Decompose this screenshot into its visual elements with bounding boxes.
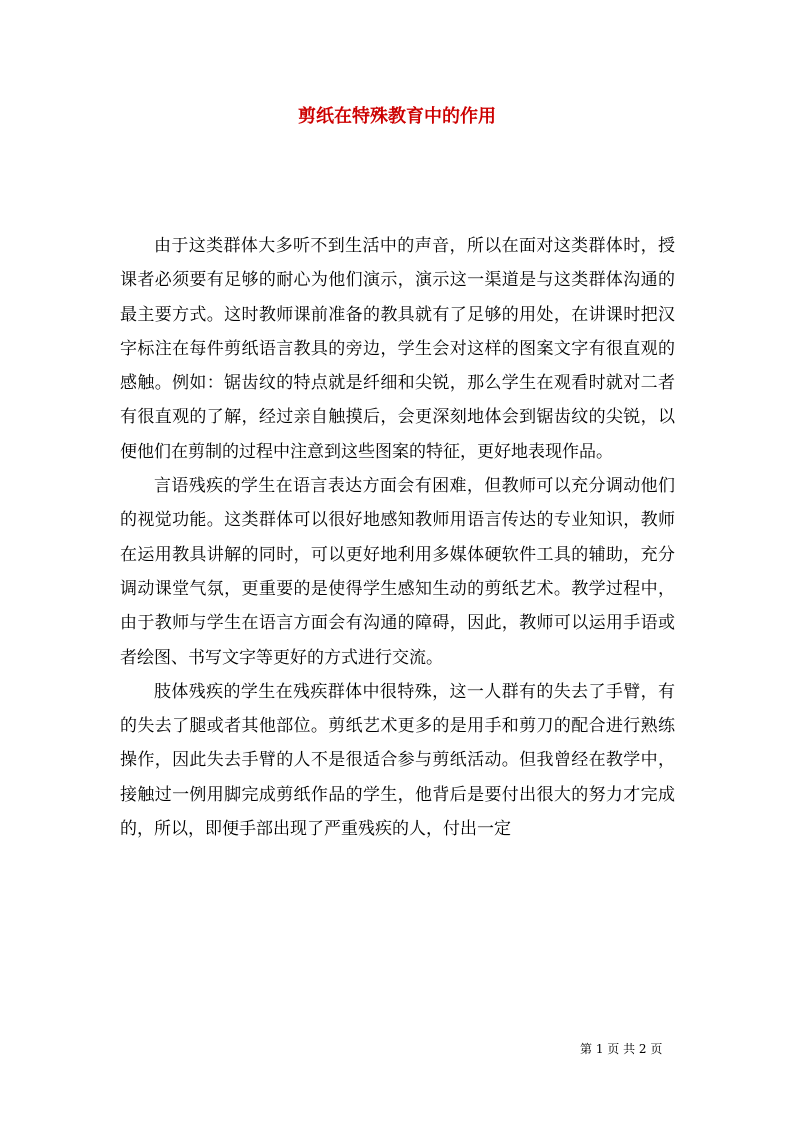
paragraph-1: 由于这类群体大多听不到生活中的声音，所以在面对这类群体时，授课者必须要有足够的耐心为他们演示，演示这一渠道是与这类群体沟通的最主要方式。这时教师课前准备的教具就有了足够的用处，在讲课时把汉字标注在每件剪纸语言教具的旁边，学生会对这样的图案文字有很直观的感触。例如：锯齿纹的特点就是纤细和尖锐，那么学生在观看时就对二者有很直观的了解，经过亲自触摸后，会更深刻地体会到锯齿纹的尖锐，以便他们在剪制的过程中注意到这些图案的特征，更好地表现作品。 bbox=[120, 236, 675, 462]
page-title: 剪纸在特殊教育中的作用 bbox=[298, 106, 496, 127]
page-number-footer: 第 1 页 共 2 页 bbox=[580, 1042, 663, 1056]
document-body bbox=[120, 229, 675, 846]
paragraph-3: 肢体残疾的学生在残疾群体中很特殊，这一人群有的失去了手臂，有的失去了腿或者其他部位。剪纸艺术更多的是用手和剪刀的配合进行熟练操作，因此失去手臂的人不是很适合参与剪纸活动。但我曾经在教学中，接触过一例用脚完成剪纸作品的学生，他背后是要付出很大的努力才完成的，所以，即便手部出现了严重残疾的人，付出一定 bbox=[120, 681, 675, 840]
paragraph-2: 言语残疾的学生在语言表达方面会有困难，但教师可以充分调动他们的视觉功能。这类群体可以很好地感知教师用语言传达的专业知识，教师在运用教具讲解的同时，可以更好地利用多媒体硬软件工具的辅助，充分调动课堂气氛，更重要的是使得学生感知生动的剪纸艺术。教学过程中，由于教师与学生在语言方面会有沟通的障碍，因此，教师可以运用手语或者绘图、书写文字等更好的方式进行交流。 bbox=[120, 476, 675, 668]
